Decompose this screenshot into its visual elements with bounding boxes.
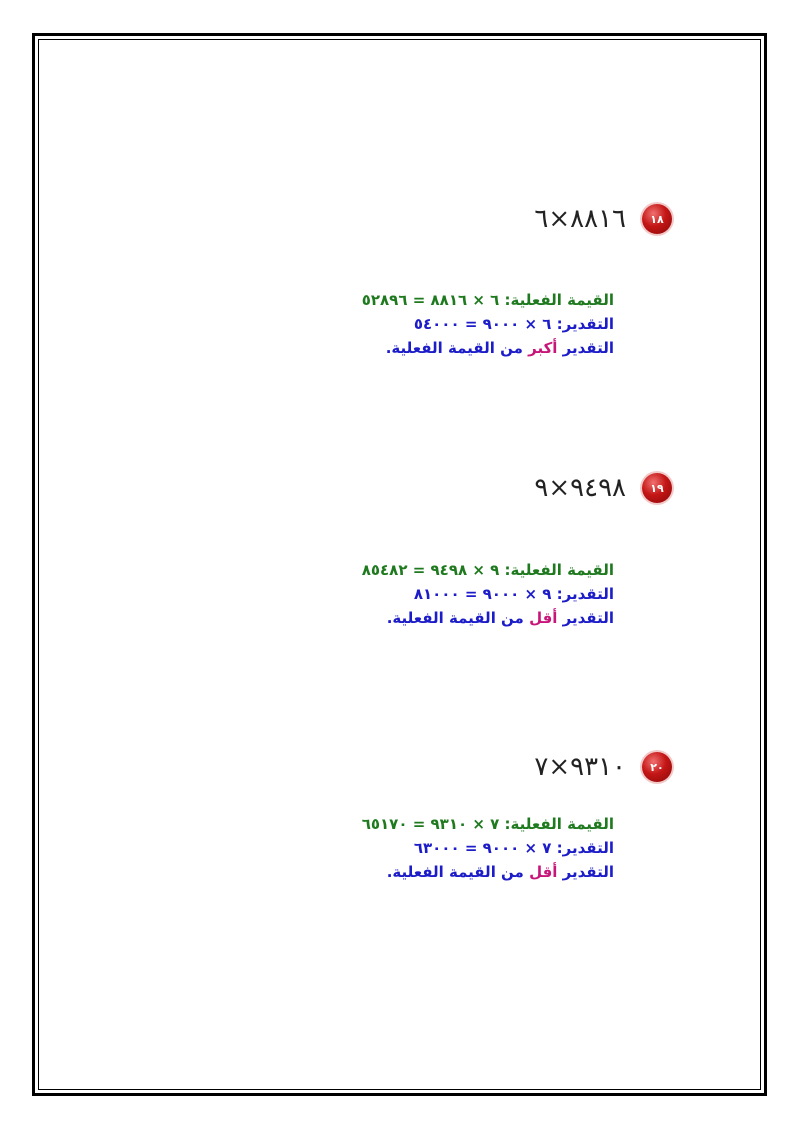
conclusion-start: التقدير [562,863,614,881]
conclusion-line [254,860,614,884]
estimate-label: التقدير: [556,315,614,333]
estimate-line [254,312,614,336]
conclusion-end: من القيمة الفعلية. [386,863,524,881]
actual-value-line [254,288,614,312]
conclusion-comparison-word: أقل [529,609,558,627]
problem-20-solution [254,812,614,884]
conclusion-end: من القيمة الفعلية. [386,609,524,627]
estimate-line [254,582,614,606]
actual-value: ٧ × ٩٣١٠ = ٦٥١٧٠ [361,815,500,833]
actual-value: ٩ × ٩٤٩٨ = ٨٥٤٨٢ [361,561,500,579]
estimate-label: التقدير: [556,839,614,857]
problem-expression: ٨٨١٦×٦ [534,204,626,234]
problem-expression: ٩٤٩٨×٩ [534,473,626,503]
conclusion-start: التقدير [562,339,614,357]
problem-18-solution [254,288,614,360]
conclusion-end: من القيمة الفعلية. [385,339,523,357]
actual-value: ٦ × ٨٨١٦ = ٥٢٨٩٦ [361,291,500,309]
problem-19-solution [254,558,614,630]
problem-number-badge: ١٩ [642,473,672,503]
problem-19-header [534,473,672,503]
conclusion-comparison-word: أقل [529,863,558,881]
problem-18-header [534,204,672,234]
actual-label: القيمة الفعلية: [504,561,614,579]
conclusion-line [254,606,614,630]
problem-20-header [534,752,672,782]
estimate-line [254,836,614,860]
actual-label: القيمة الفعلية: [504,815,614,833]
actual-value-line [254,558,614,582]
estimate-label: التقدير: [556,585,614,603]
conclusion-line [254,336,614,360]
problem-number-badge: ٢٠ [642,752,672,782]
conclusion-start: التقدير [562,609,614,627]
estimate-value: ٧ × ٩٠٠٠ = ٦٣٠٠٠ [413,839,552,857]
actual-value-line [254,812,614,836]
estimate-value: ٦ × ٩٠٠٠ = ٥٤٠٠٠ [413,315,552,333]
problem-expression: ٩٣١٠×٧ [534,752,626,782]
problem-number-badge: ١٨ [642,204,672,234]
actual-label: القيمة الفعلية: [504,291,614,309]
estimate-value: ٩ × ٩٠٠٠ = ٨١٠٠٠ [413,585,552,603]
conclusion-comparison-word: أكبر [528,339,558,357]
